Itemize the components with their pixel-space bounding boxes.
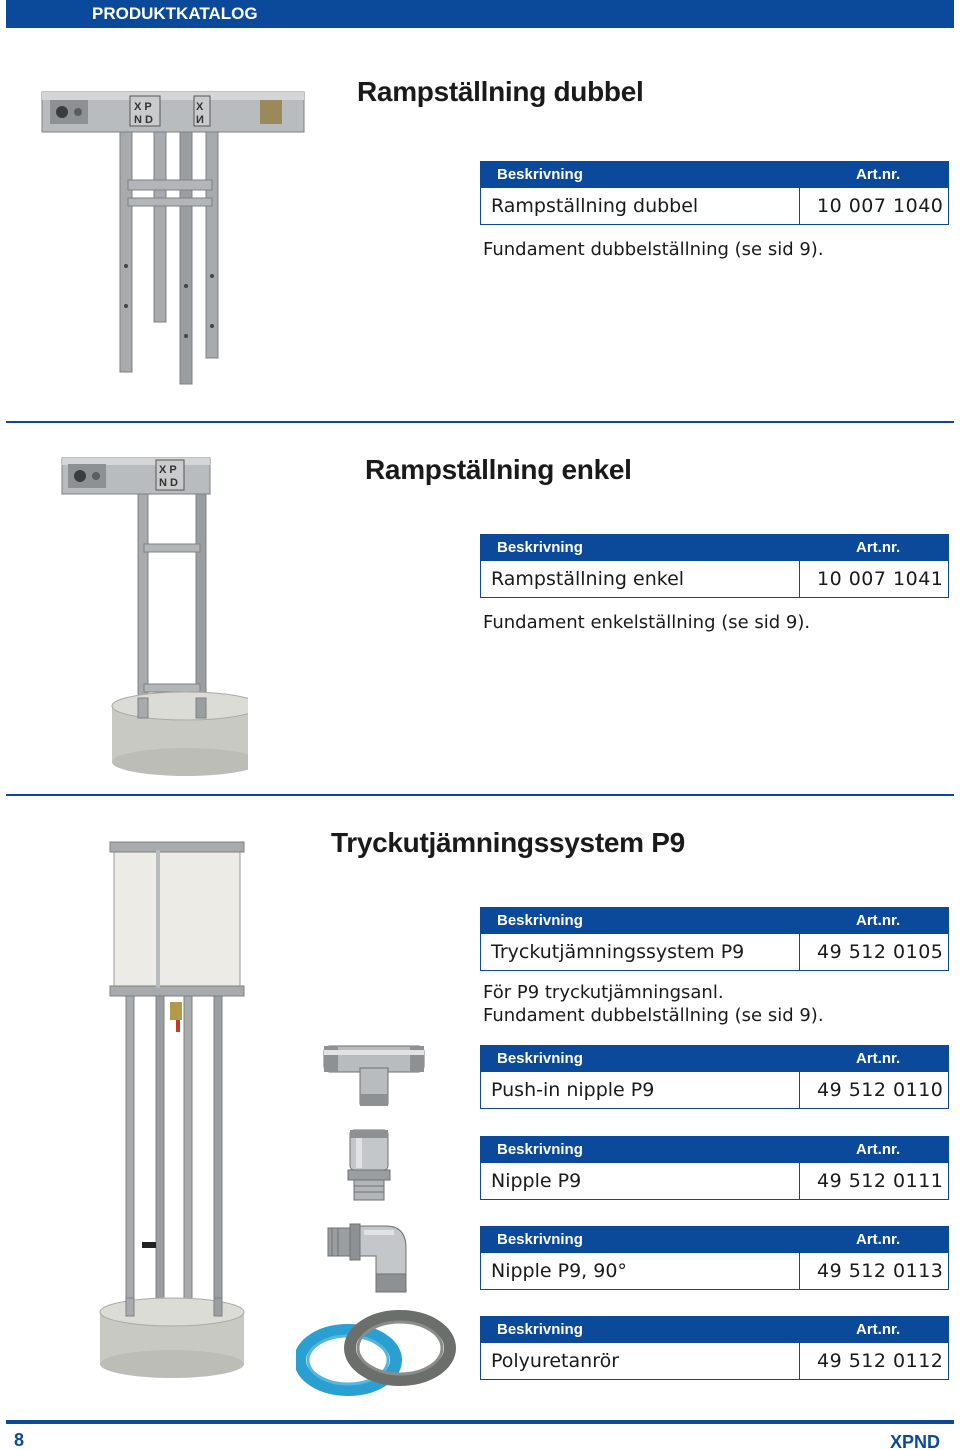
product-table-single-stand: [480, 534, 949, 598]
column-header-article-number: Art.nr.: [856, 539, 901, 556]
column-header-article-number: Art.nr.: [856, 1050, 901, 1067]
column-header-article-number: Art.nr.: [856, 1231, 901, 1248]
catalog-header-bar: [6, 0, 954, 28]
foundation-note: [483, 611, 810, 634]
column-divider: [799, 561, 800, 597]
table-row: [480, 1343, 949, 1380]
polyurethane-tube-photo: [296, 1308, 456, 1396]
footer-bar: [6, 1420, 954, 1424]
foundation-note: [483, 238, 824, 261]
column-divider: [799, 188, 800, 224]
column-header-description: Beskrivning: [497, 166, 583, 183]
push-in-nipple-photo: [322, 1038, 426, 1110]
table-row: [480, 561, 949, 598]
table-header: [480, 1226, 949, 1253]
product-table-elbow-nipple: [480, 1226, 949, 1290]
article-number: 10 007 1040: [817, 195, 944, 217]
column-divider: [799, 1253, 800, 1289]
page-number: 8: [14, 1430, 25, 1450]
table-header: [480, 907, 949, 934]
svg-text:X P: X P: [159, 464, 177, 476]
section-divider: [6, 421, 954, 423]
article-number: 49 512 0105: [817, 941, 944, 963]
column-header-description: Beskrivning: [497, 539, 583, 556]
product-description: Nipple P9: [491, 1170, 582, 1192]
product-table-double-stand: [480, 161, 949, 225]
svg-text:И: И: [196, 114, 204, 126]
svg-text:X: X: [196, 101, 204, 113]
note-line: För P9 tryckutjämningsanl.: [483, 982, 724, 1003]
table-header: [480, 1045, 949, 1072]
table-row: [480, 1163, 949, 1200]
product-table-nipple: [480, 1136, 949, 1200]
brand-logo-text: XPND: [890, 1432, 941, 1450]
section-divider: [6, 794, 954, 796]
column-header-description: Beskrivning: [497, 1321, 583, 1338]
product-description: Polyuretanrör: [491, 1350, 620, 1372]
svg-text:N D: N D: [159, 477, 178, 489]
product-table-polyurethane-tube: [480, 1316, 949, 1380]
section-title-single-stand: Rampställning enkel: [365, 454, 632, 485]
column-header-description: Beskrivning: [497, 1231, 583, 1248]
pressure-system-photo: [96, 832, 256, 1380]
product-description: Push-in nipple P9: [491, 1079, 655, 1101]
table-row: [480, 188, 949, 225]
table-header: [480, 1316, 949, 1343]
note-line: Fundament dubbelställning (se sid 9).: [483, 1005, 824, 1026]
nipple-photo: [346, 1126, 392, 1204]
column-header-description: Beskrivning: [497, 912, 583, 929]
column-divider: [799, 1343, 800, 1379]
system-note: [483, 981, 824, 1027]
product-table-pressure-system: [480, 907, 949, 971]
product-description: Rampställning enkel: [491, 568, 685, 590]
column-divider: [799, 1072, 800, 1108]
single-ramp-stand-photo: [58, 452, 248, 782]
column-header-description: Beskrivning: [497, 1141, 583, 1158]
table-header: [480, 534, 949, 561]
article-number: 49 512 0110: [817, 1079, 944, 1101]
product-description: Rampställning dubbel: [491, 195, 699, 217]
product-description: Nipple P9, 90°: [491, 1260, 627, 1282]
note-line: Fundament dubbelställning (se sid 9).: [483, 239, 824, 260]
article-number: 49 512 0113: [817, 1260, 944, 1282]
column-divider: [799, 934, 800, 970]
section-title-double-stand: Rampställning dubbel: [357, 76, 644, 107]
table-row: [480, 934, 949, 971]
svg-text:N D: N D: [134, 114, 153, 126]
table-row: [480, 1253, 949, 1290]
section-title-pressure-system: Tryckutjämningssystem P9: [331, 827, 685, 858]
table-row: [480, 1072, 949, 1109]
double-ramp-stand-photo: [38, 86, 310, 386]
table-header: [480, 1136, 949, 1163]
product-description: Tryckutjämningssystem P9: [491, 941, 745, 963]
column-header-article-number: Art.nr.: [856, 166, 901, 183]
article-number: 10 007 1041: [817, 568, 944, 590]
elbow-nipple-photo: [326, 1218, 410, 1296]
column-divider: [799, 1163, 800, 1199]
catalog-header-label: PRODUKTKATALOG: [92, 4, 258, 23]
article-number: 49 512 0111: [817, 1170, 944, 1192]
column-header-description: Beskrivning: [497, 1050, 583, 1067]
article-number: 49 512 0112: [817, 1350, 944, 1372]
column-header-article-number: Art.nr.: [856, 912, 901, 929]
table-header: [480, 161, 949, 188]
svg-text:X P: X P: [134, 101, 152, 113]
product-table-push-in-nipple: [480, 1045, 949, 1109]
note-line: Fundament enkelställning (se sid 9).: [483, 612, 811, 633]
column-header-article-number: Art.nr.: [856, 1141, 901, 1158]
column-header-article-number: Art.nr.: [856, 1321, 901, 1338]
